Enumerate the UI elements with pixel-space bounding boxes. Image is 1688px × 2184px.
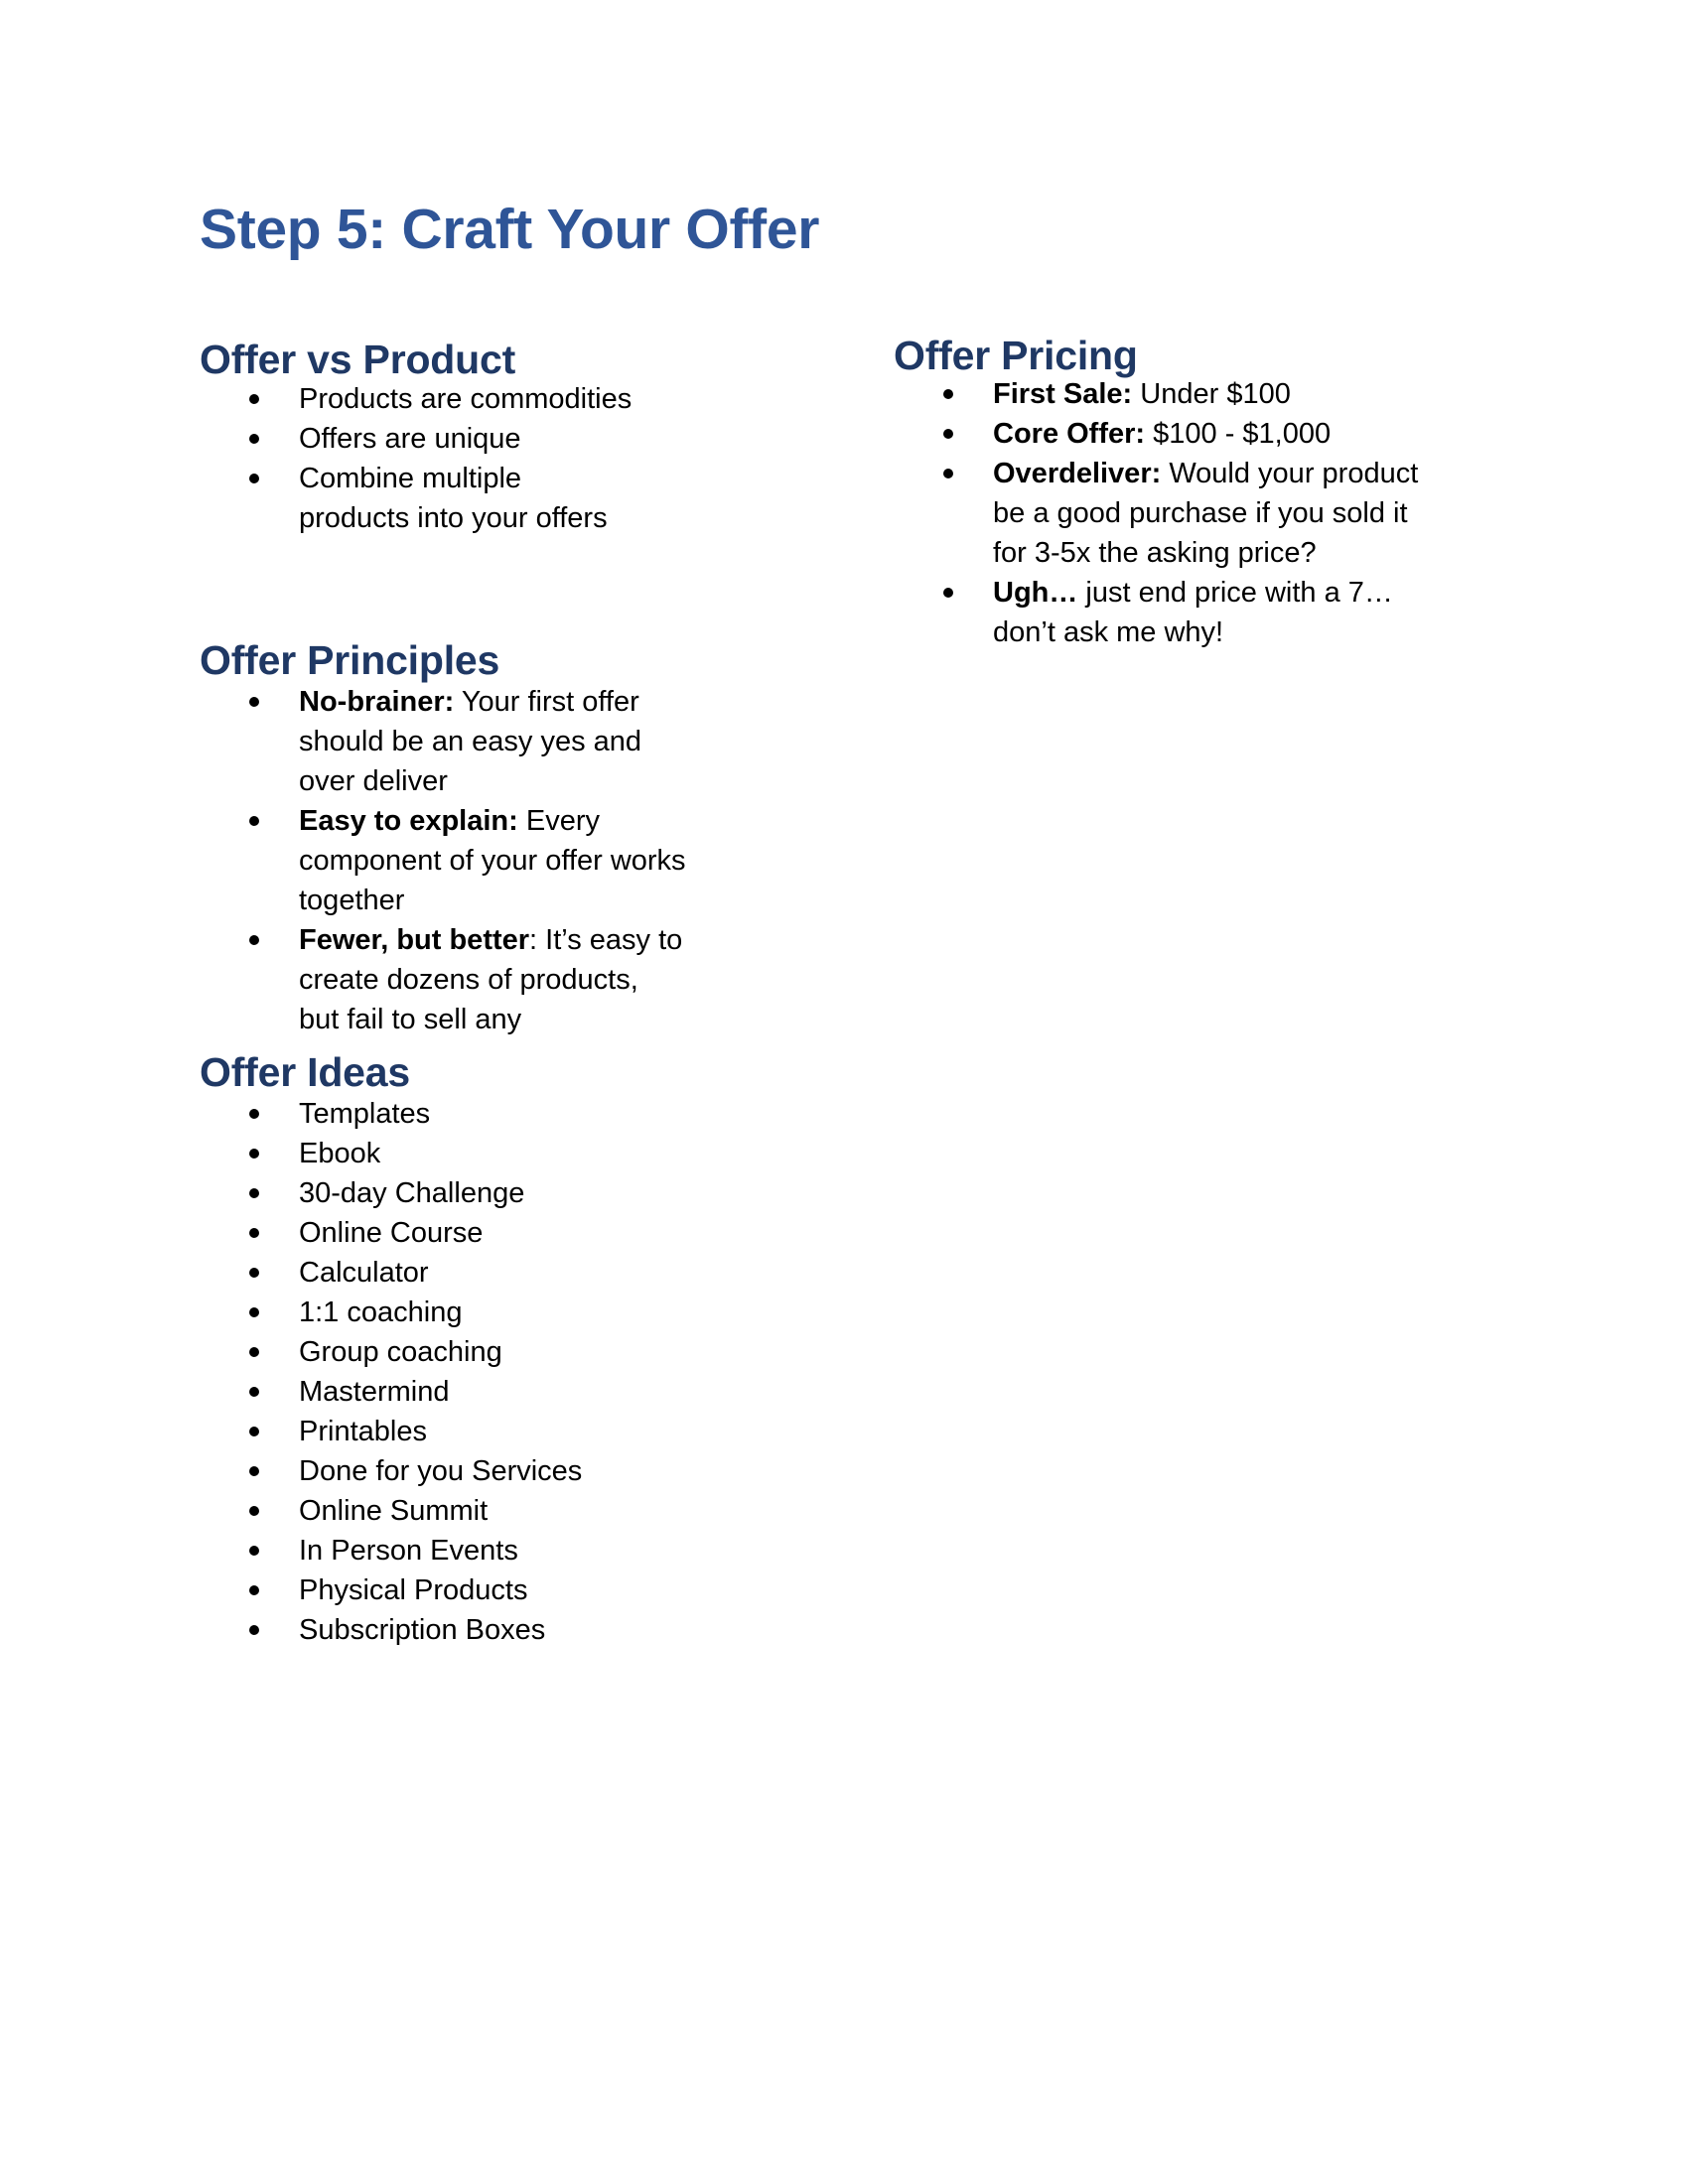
bullet-list (200, 379, 795, 538)
list-item (200, 1253, 795, 1293)
list-item (200, 801, 686, 920)
list-item-label: Ugh… (993, 577, 1078, 609)
section-heading: Offer vs Product (200, 337, 516, 382)
list-item (894, 374, 1430, 414)
list-item (200, 1491, 795, 1531)
page-title: Step 5: Craft Your Offer (200, 198, 820, 261)
bullet-list (894, 374, 1489, 652)
list-item-text: Printables (299, 1416, 427, 1447)
list-item-label: Fewer, but better (299, 924, 530, 956)
list-item-text: Offers are unique (299, 423, 521, 455)
list-item-label: No-brainer: (299, 686, 455, 718)
list-item (200, 1094, 795, 1134)
list-item-label: Easy to explain: (299, 805, 518, 837)
list-item (200, 920, 686, 1039)
section-offer-vs-product (200, 335, 795, 538)
list-item-text: Group coaching (299, 1336, 502, 1368)
list-item-text: Every component of your offer works together (299, 805, 686, 916)
list-item (200, 1173, 795, 1213)
list-item-text: Calculator (299, 1257, 429, 1289)
list-item (200, 1451, 795, 1491)
list-item-text: Online Course (299, 1217, 484, 1249)
list-item (894, 573, 1430, 652)
list-item (200, 459, 636, 538)
list-item-text: Subscription Boxes (299, 1614, 546, 1646)
list-item (200, 1213, 795, 1253)
list-item-text: Your first offer should be an easy yes and over deliver (299, 686, 642, 797)
list-item-text: 1:1 coaching (299, 1297, 463, 1328)
list-item-text: Combine multiple products into your offers (299, 463, 608, 534)
list-item (200, 1412, 795, 1451)
list-item-text: Ebook (299, 1138, 381, 1169)
list-item-text: Done for you Services (299, 1455, 583, 1487)
list-item (200, 1293, 795, 1332)
list-item (200, 1332, 795, 1372)
list-item-label: First Sale: (993, 378, 1133, 410)
list-item (200, 379, 636, 419)
section-offer-principles (200, 635, 795, 1039)
list-item (200, 1372, 795, 1412)
list-item-label: Overdeliver: (993, 458, 1162, 489)
list-item (200, 1531, 795, 1570)
list-item-text: In Person Events (299, 1535, 518, 1567)
bullet-list (200, 682, 795, 1039)
list-item (200, 1134, 795, 1173)
list-item (200, 682, 686, 801)
list-item-label: Core Offer: (993, 418, 1146, 450)
list-item (200, 1610, 795, 1650)
bullet-list (200, 1094, 795, 1650)
list-item (894, 414, 1430, 454)
list-item-text: 30-day Challenge (299, 1177, 525, 1209)
list-item-text: just end price with a 7… don’t ask me why! (993, 577, 1393, 648)
section-offer-ideas (200, 1047, 795, 1650)
section-offer-pricing (894, 331, 1489, 652)
list-item-text: Physical Products (299, 1574, 528, 1606)
list-item-text: Would your product be a good purchase if you sold it for 3-5x the asking price? (993, 458, 1419, 569)
list-item-text: Online Summit (299, 1495, 489, 1527)
list-item-text: Under $100 (1132, 378, 1291, 410)
list-item-text: Templates (299, 1098, 431, 1130)
section-heading: Offer Ideas (200, 1049, 410, 1095)
list-item (894, 454, 1430, 573)
list-item-text: Mastermind (299, 1376, 450, 1408)
list-item-text: $100 - $1,000 (1145, 418, 1332, 450)
section-heading: Offer Pricing (894, 333, 1138, 378)
list-item-text: : It’s easy to create dozens of products, but fail to sell any (299, 924, 683, 1035)
list-item (200, 1570, 795, 1610)
section-heading: Offer Principles (200, 637, 500, 683)
list-item-text: Products are commodities (299, 383, 633, 415)
list-item (200, 419, 636, 459)
